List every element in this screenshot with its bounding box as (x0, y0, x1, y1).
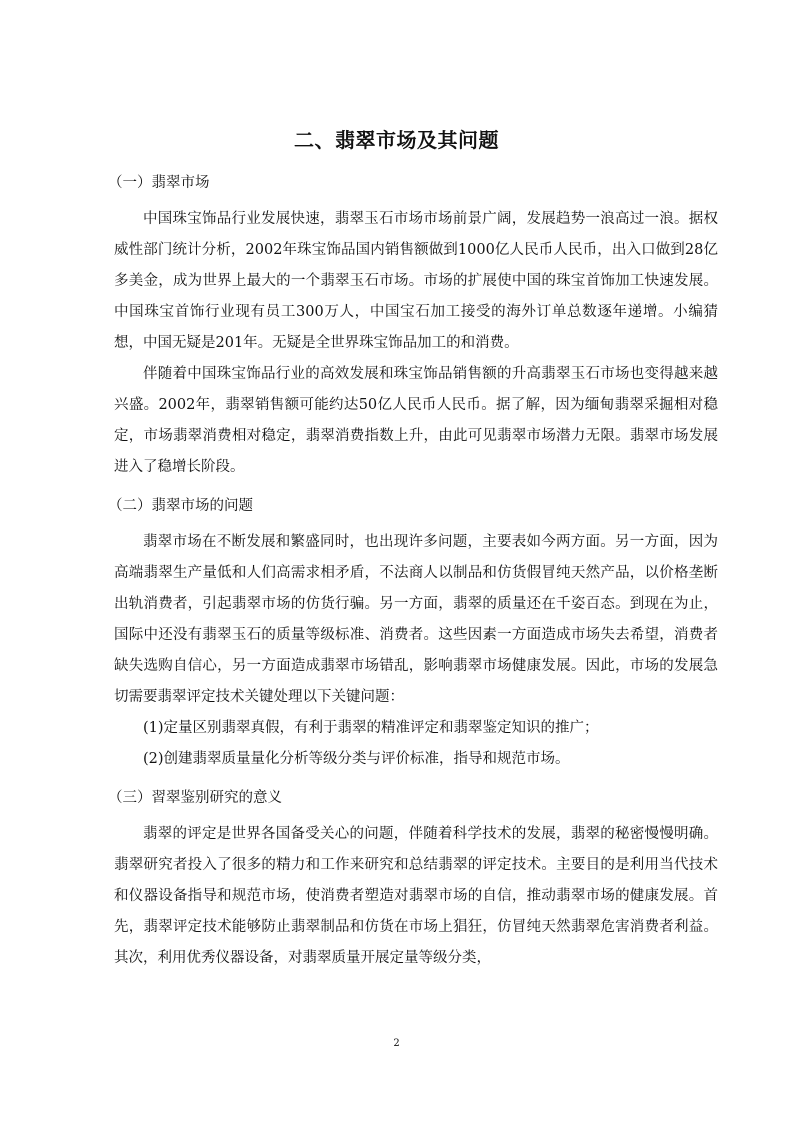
section-heading-market-problems: （二）翡翠市场的问题 (108, 498, 253, 514)
list-item: (2)创建翡翠质量量化分析等级分类与评价标准，指导和规范市场。 (143, 751, 570, 767)
section-heading-market: （一）翡翠市场 (108, 175, 210, 191)
page-number: 2 (393, 1038, 400, 1049)
document-body (108, 168, 718, 974)
paragraph: 中国珠宝饰品行业发展快速，翡翠玉石市场市场前景广阔，发展趋势一浪高过一浪。据权威性部门统计分析，2002年珠宝饰品国内销售额做到1000亿人民币人民币，出入口做到28亿多美金，成为世界上最大的一个翡翠玉石市场。市场的扩展使中国的珠宝首饰加工快速发展。中国珠宝首饰行业现有员工300万人，中国宝石加工接受的海外订单总数逐年递增。小编猜想，中国无疑是201年。无疑是全世界珠宝饰品加工的和消费。 (114, 211, 718, 351)
paragraph: 翡翠市场在不断发展和繁盛同时，也出现许多问题，主要表如今两方面。另一方面，因为高端翡翠生产量低和人们高需求相矛盾，不法商人以制品和仿货假冒纯天然产品，以价格垄断出轨消费者，引起翡翠市场的仿货行骗。另一方面，翡翠的质量还在千姿百态。到现在为止，国际中还没有翡翠玉石的质量等级标准、消费者。这些因素一方面造成市场失去希望，消费者缺失选购自信心，另一方面造成翡翠市场错乱，影响翡翠市场健康发展。因此，市场的发展急切需要翡翠评定技术关键处理以下关键问题： (114, 534, 718, 705)
page-title: 二、翡翠市场及其问题 (294, 128, 499, 152)
list-item: (1)定量区别翡翠真假，有利于翡翠的精准评定和翡翠鉴定知识的推广； (143, 720, 599, 736)
paragraph: 翡翠的评定是世界各国备受关心的问题，伴随着科学技术的发展，翡翠的秘密慢慢明确。翡翠研究者投入了很多的精力和工作来研究和总结翡翠的评定技术。主要目的是利用当代技术和仪器设备指导和规范市场，使消费者塑造对翡翠市场的自信，推动翡翠市场的健康发展。首先，翡翠评定技术能够防止翡翠制品和仿货在市场上猖狂，仿冒纯天然翡翠危害消费者利益。其次，利用优秀仪器设备，对翡翠质量开展定量等级分类， (114, 826, 718, 966)
paragraph: 伴随着中国珠宝饰品行业的高效发展和珠宝饰品销售额的升高翡翠玉石市场也变得越来越兴盛。2002年，翡翠销售额可能约达50亿人民币人民币。据了解，因为缅甸翡翠采掘相对稳定，市场翡翠消费相对稳定，翡翠消费指数上升，由此可见翡翠市场潜力无限。翡翠市场发展进入了稳增长阶段。 (114, 366, 718, 475)
section-heading-research-significance: （三）習翠鉴别研究的意义 (108, 790, 282, 806)
